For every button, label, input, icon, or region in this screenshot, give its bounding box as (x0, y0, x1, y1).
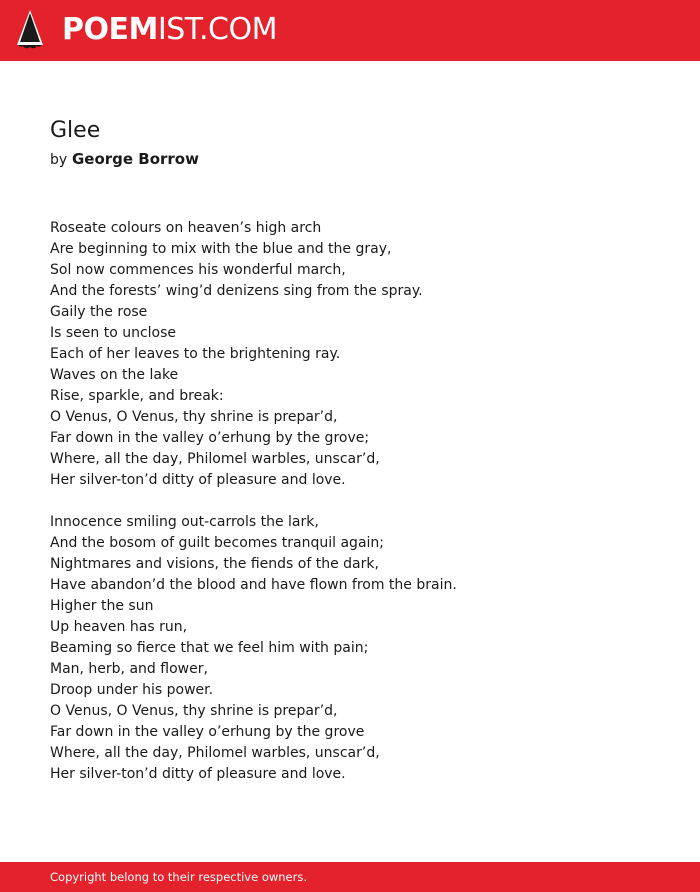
author-name: George Borrow (71, 150, 199, 168)
logo-bold-text: POEM (62, 12, 158, 47)
stanza (50, 218, 670, 491)
copyright-notice: Copyright belong to their respective owners. (50, 870, 308, 884)
poem-line: Are beginning to mix with the blue and the gray, (50, 241, 392, 257)
poem-line: Droop under his power. (50, 682, 214, 698)
poem-line: Nightmares and visions, the fiends of the dark, (50, 556, 379, 572)
poem-line: Each of her leaves to the brightening ray. (50, 346, 341, 362)
poem-body (50, 218, 670, 785)
poem-line: O Venus, O Venus, thy shrine is prepar’d, (50, 409, 338, 425)
poem-line: Her silver-ton’d ditty of pleasure and love. (50, 766, 346, 782)
stanza (50, 512, 670, 785)
poem-line: And the forests’ wing’d denizens sing from the spray. (50, 283, 423, 299)
site-footer (0, 862, 700, 892)
poem-line: Far down in the valley o’erhung by the grove; (50, 430, 370, 446)
poem-line: Waves on the lake (50, 367, 179, 383)
by-label: by (50, 152, 68, 168)
poem-line: Man, herb, and flower, (50, 661, 208, 677)
poem-line: Rise, sparkle, and break: (50, 388, 224, 404)
poem-line: Roseate colours on heaven’s high arch (50, 220, 322, 236)
poem-line: O Venus, O Venus, thy shrine is prepar’d, (50, 703, 338, 719)
poem-line: Her silver-ton’d ditty of pleasure and love. (50, 472, 346, 488)
poem-line: Beaming so fierce that we feel him with pain; (50, 640, 369, 656)
pencil-tip-icon[interactable] (17, 10, 43, 51)
poem-line: Where, all the day, Philomel warbles, unscar’d, (50, 451, 380, 467)
poem-line: Innocence smiling out-carrols the lark, (50, 514, 319, 530)
poem-line: Far down in the valley o’erhung by the grove (50, 724, 365, 740)
poem-line: Up heaven has run, (50, 619, 188, 635)
poem-line: Gaily the rose (50, 304, 148, 320)
logo-light-text: IST.COM (157, 12, 277, 47)
poem-line: And the bosom of guilt becomes tranquil again; (50, 535, 385, 551)
poem-line: Where, all the day, Philomel warbles, unscar’d, (50, 745, 380, 761)
site-logo[interactable] (62, 11, 277, 49)
poem-line: Is seen to unclose (50, 325, 177, 341)
byline (50, 148, 199, 171)
poem-line: Sol now commences his wonderful march, (50, 262, 346, 278)
poem-line: Have abandon’d the blood and have flown from the brain. (50, 577, 457, 593)
poem-title: Glee (50, 118, 101, 143)
poem-line: Higher the sun (50, 598, 154, 614)
site-header (0, 0, 700, 61)
